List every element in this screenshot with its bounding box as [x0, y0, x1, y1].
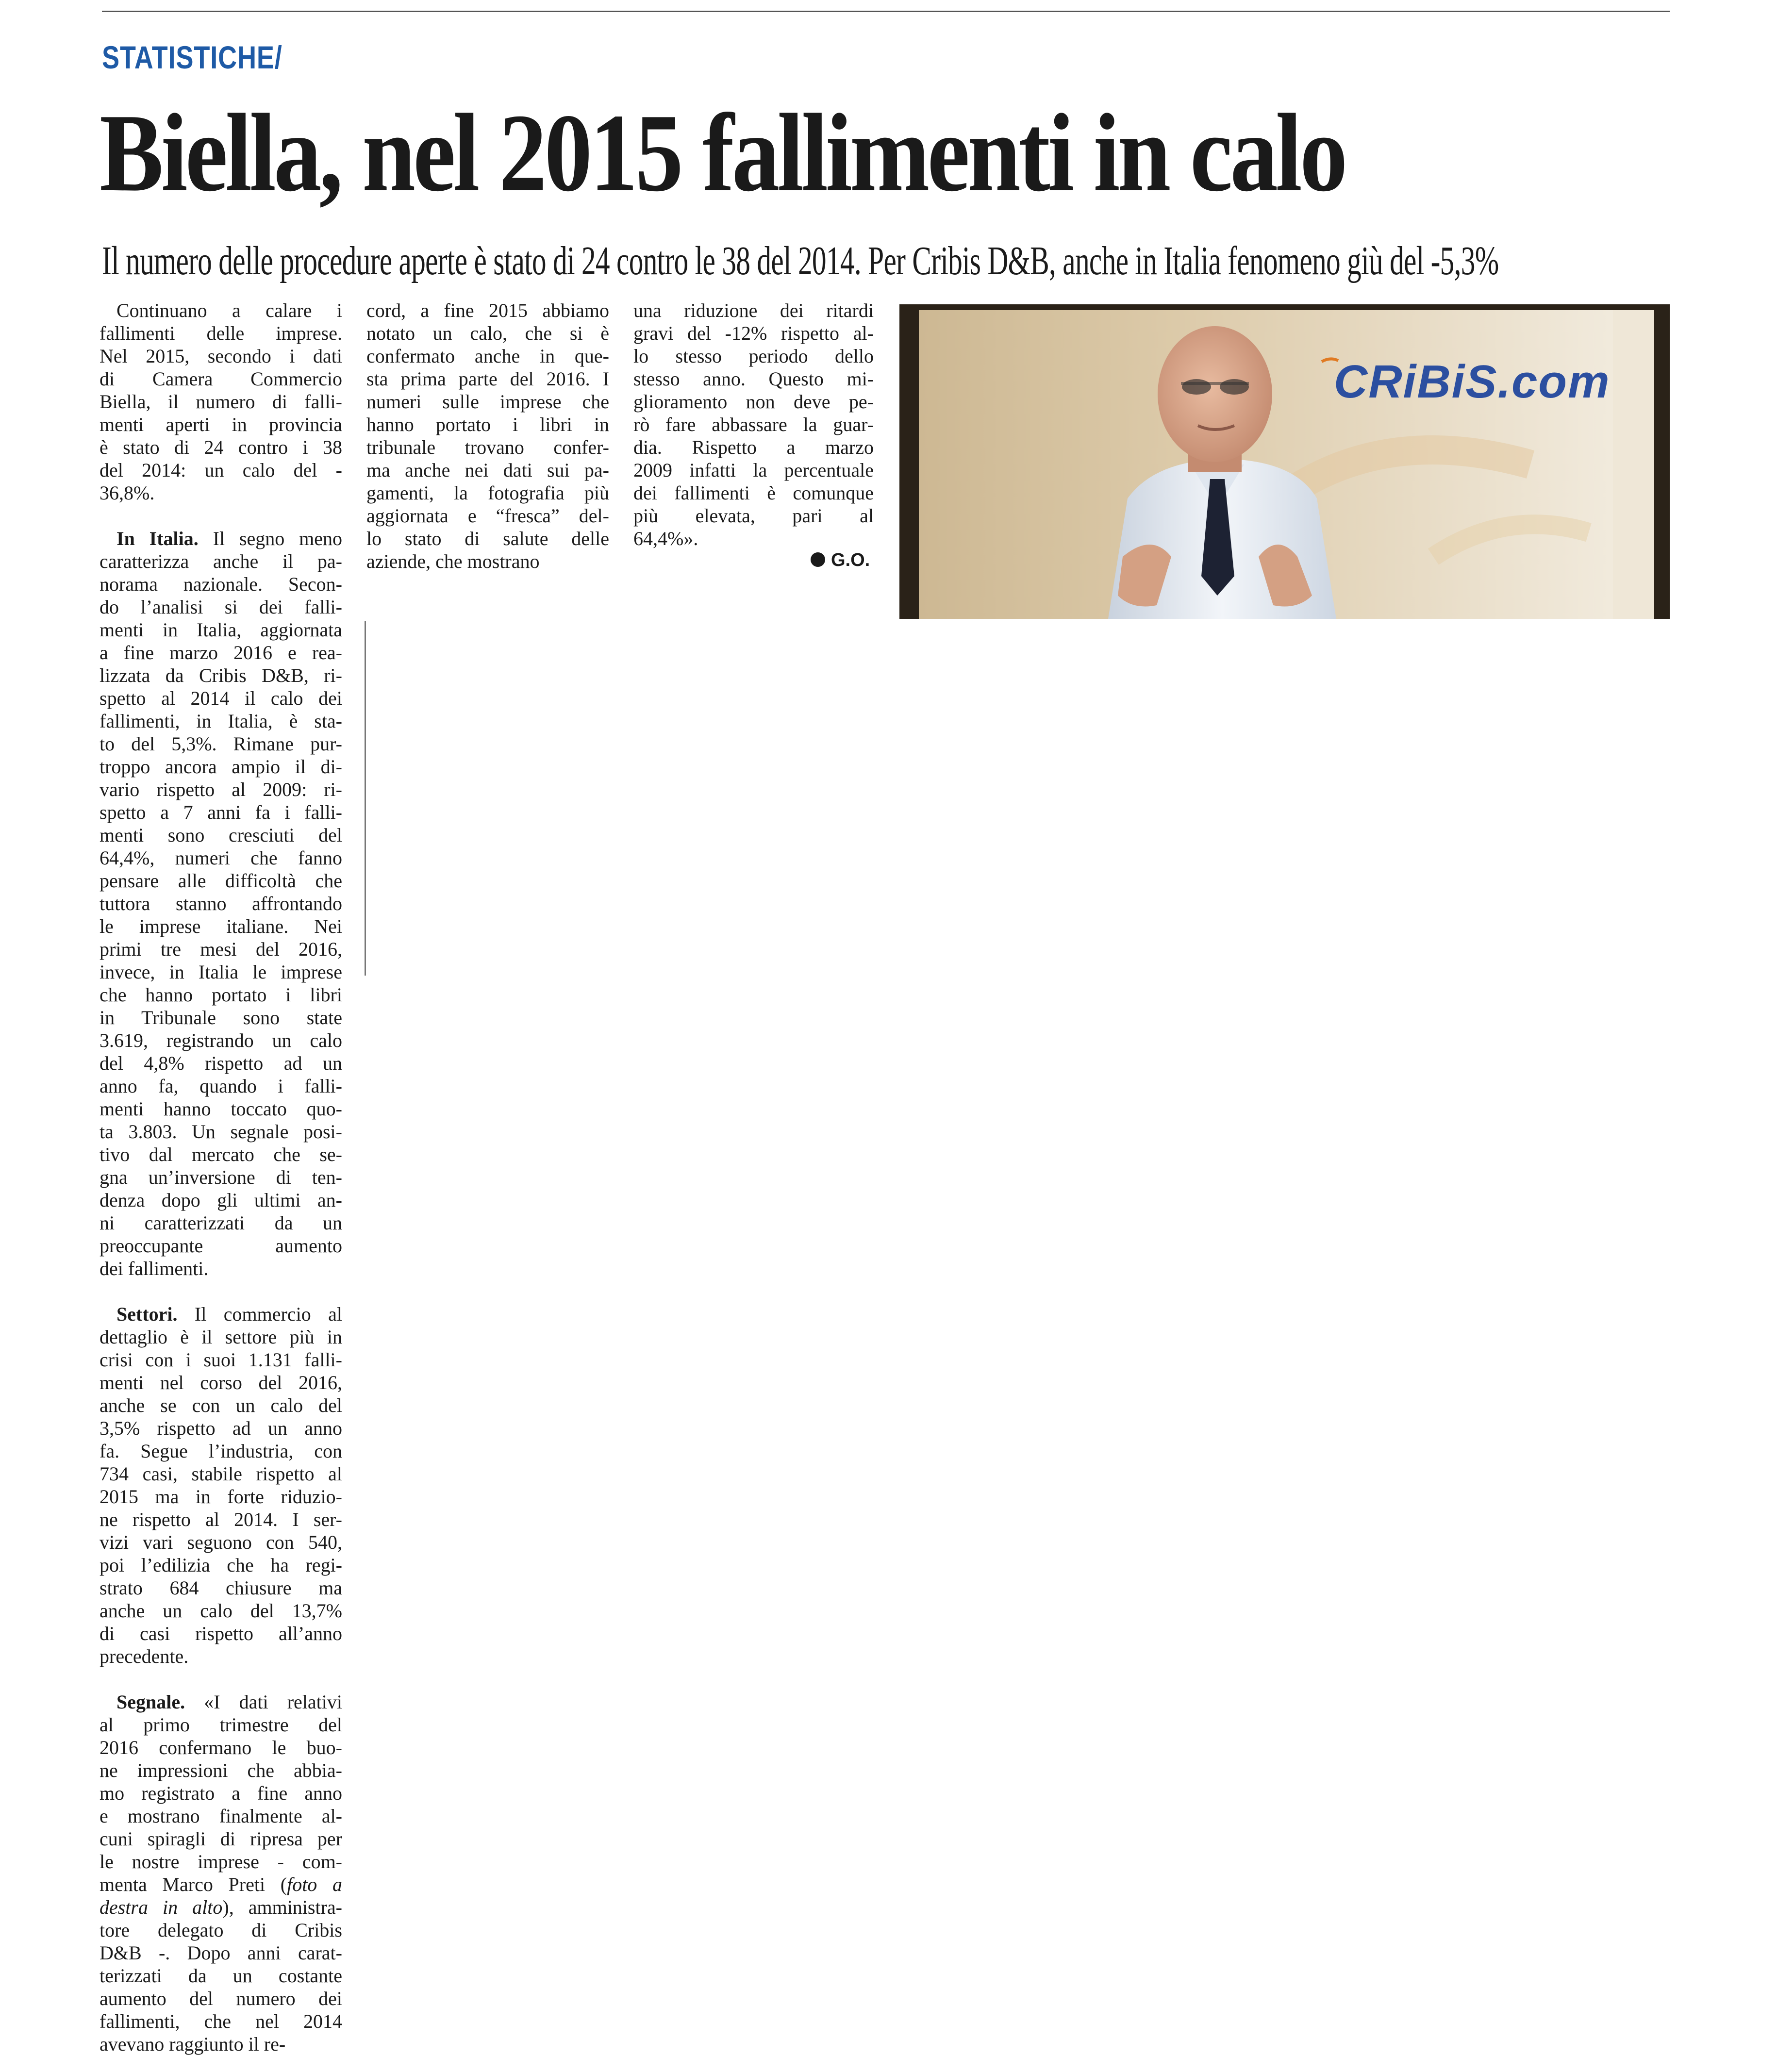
text-line: di Camera Commercio: [100, 368, 342, 390]
paragraph-lead: In Italia.: [116, 528, 199, 549]
article-photo: [899, 304, 1670, 619]
text-line: invece, in Italia le imprese: [100, 961, 342, 983]
text-line: le nostre imprese - com-: [100, 1851, 342, 1873]
text-line: 2016 confermano le buo-: [100, 1737, 342, 1758]
paragraph-gap: [100, 1668, 342, 1691]
article-column-2: [366, 299, 609, 573]
headline: Biella, nel 2015 fallimenti in calo: [100, 91, 1345, 215]
subheadline: Il numero delle procedure aperte è stato di 24 contro le 38 del 2014. Per Cribis D&B, anche in Italia fenomeno giù del -5,3%: [102, 238, 1499, 283]
text-line: del 4,8% rispetto ad un: [100, 1052, 342, 1074]
text-line: menti nel corso del 2016,: [100, 1372, 342, 1393]
text-line: al primo trimestre del: [100, 1714, 342, 1736]
text-line: poi l’edilizia che ha regi-: [100, 1554, 342, 1576]
text-line: 2015 ma in forte riduzio-: [100, 1486, 342, 1508]
text-line: dettaglio è il settore più in: [100, 1326, 342, 1348]
text-line: che hanno portato i libri: [100, 984, 342, 1006]
text-line: le imprese italiane. Nei: [100, 915, 342, 937]
text-line: 36,8%.: [100, 482, 155, 504]
text-line: confermato anche in que-: [366, 345, 609, 367]
text-line: tuttora stanno affrontando: [100, 893, 342, 914]
text-line: lo stesso periodo dello: [633, 345, 874, 367]
paragraph-lead: Settori.: [116, 1303, 178, 1325]
text-line: gravi del -12% rispetto al-: [633, 322, 874, 344]
article-column-1: [100, 299, 342, 2055]
text-line: ne rispetto al 2014. I ser-: [100, 1508, 342, 1530]
text-line: strato 684 chiusure ma: [100, 1577, 342, 1599]
text-line: precedente.: [100, 1645, 189, 1667]
text-line: 734 casi, stabile rispetto al: [100, 1463, 342, 1485]
text-line: troppo ancora ampio il di-: [100, 756, 342, 778]
text-line: aumento del numero dei: [100, 1988, 342, 2009]
text-line: lo stato di salute delle: [366, 528, 609, 549]
text-line: aziende, che mostrano: [366, 550, 540, 572]
text-line: dia. Rispetto a marzo: [633, 436, 874, 458]
text-line: 3,5% rispetto ad un anno: [100, 1417, 342, 1439]
text-line: Continuano a calare i: [116, 299, 342, 321]
text-line: stesso anno. Questo mi-: [633, 368, 874, 390]
text-line: in Tribunale sono state: [100, 1007, 342, 1028]
paragraph-gap: [100, 504, 342, 527]
text-line: crisi con i suoi 1.131 falli-: [100, 1349, 342, 1371]
text-line: menta Marco Preti (foto a: [100, 1873, 342, 1895]
text-line: terizzati da un costante: [100, 1965, 342, 1987]
column-divider: [365, 621, 366, 976]
text-line: ni caratterizzati da un: [100, 1212, 342, 1234]
top-rule: [102, 11, 1670, 12]
text-line: anno fa, quando i falli-: [100, 1075, 342, 1097]
text-line: D&B -. Dopo anni carat-: [100, 1942, 342, 1964]
text-line: 64,4%, numeri che fanno: [100, 847, 342, 869]
text-line: più elevata, pari al: [633, 505, 874, 527]
text-line: pensare alle difficoltà che: [100, 870, 342, 892]
text-line: numeri sulle imprese che: [366, 391, 609, 413]
section-kicker: STATISTICHE/: [102, 39, 282, 75]
text-line: anche un calo del 13,7%: [100, 1600, 342, 1622]
text-line: to del 5,3%. Rimane pur-: [100, 733, 342, 755]
photo-illustration: [899, 304, 1670, 619]
text-line: primi tre mesi del 2016,: [100, 938, 342, 960]
text-line: una riduzione dei ritardi: [633, 299, 874, 321]
bullet-icon: [811, 552, 825, 567]
text-line: menti hanno toccato quo-: [100, 1098, 342, 1120]
text-line: do l’analisi si dei falli-: [100, 596, 342, 618]
text-line: dei fallimenti è comunque: [633, 482, 874, 504]
text-line: Settori. Il commercio al: [116, 1303, 342, 1325]
text-line: preoccupante aumento: [100, 1235, 342, 1257]
text-line: ma anche nei dati sui pa-: [366, 459, 609, 481]
italic-text: foto a: [287, 1873, 342, 1895]
text-line: avevano raggiunto il re-: [100, 2033, 286, 2055]
text-line: di casi rispetto all’anno: [100, 1623, 342, 1644]
text-line: dei fallimenti.: [100, 1258, 209, 1279]
text-line: menti aperti in provincia: [100, 414, 342, 435]
text-line: fallimenti, che nel 2014: [100, 2010, 342, 2032]
byline-text: G.O.: [831, 550, 870, 570]
text-line: 3.619, registrando un calo: [100, 1029, 342, 1051]
text-line: tribunale trovano confer-: [366, 436, 609, 458]
text-line: e mostrano finalmente al-: [100, 1805, 342, 1827]
text-line: notato un calo, che si è: [366, 322, 609, 344]
text-line: tivo dal mercato che se-: [100, 1144, 342, 1165]
text-line: fallimenti, in Italia, è sta-: [100, 710, 342, 732]
text-line: destra in alto), amministra-: [100, 1896, 342, 1918]
text-line: Nel 2015, secondo i dati: [100, 345, 342, 367]
text-line: norama nazionale. Secon-: [100, 573, 342, 595]
text-line: fallimenti delle imprese.: [100, 322, 342, 344]
text-line: Biella, il numero di falli-: [100, 391, 342, 413]
text-line: tore delegato di Cribis: [100, 1919, 342, 1941]
article-column-3: [633, 299, 874, 550]
text-line: spetto al 2014 il calo dei: [100, 687, 342, 709]
text-line: In Italia. Il segno meno: [116, 528, 342, 549]
text-line: cord, a fine 2015 abbiamo: [366, 299, 609, 321]
text-line: menti in Italia, aggiornata: [100, 619, 342, 641]
text-line: menti sono cresciuti del: [100, 824, 342, 846]
text-line: a fine marzo 2016 e rea-: [100, 642, 342, 663]
text-line: hanno portato i libri in: [366, 414, 609, 435]
text-line: 64,4%».: [633, 528, 698, 549]
text-line: gna un’inversione di ten-: [100, 1166, 342, 1188]
text-line: vizi vari seguono con 540,: [100, 1531, 342, 1553]
text-line: denza dopo gli ultimi an-: [100, 1189, 342, 1211]
text-line: fa. Segue l’industria, con: [100, 1440, 342, 1462]
text-line: lizzata da Cribis D&B, ri-: [100, 664, 342, 686]
text-line: sta prima parte del 2016. I: [366, 368, 609, 390]
text-line: anche se con un calo del: [100, 1394, 342, 1416]
text-line: gamenti, la fotografia più: [366, 482, 609, 504]
italic-text: destra in alto: [100, 1896, 223, 1918]
text-line: cuni spiragli di ripresa per: [100, 1828, 342, 1850]
text-line: è stato di 24 contro i 38: [100, 436, 342, 458]
text-line: spetto a 7 anni fa i falli-: [100, 801, 342, 823]
text-line: caratterizza anche il pa-: [100, 550, 342, 572]
cribis-logo: [1322, 356, 1610, 408]
text-line: ne impressioni che abbia-: [100, 1759, 342, 1781]
text-line: del 2014: un calo del -: [100, 459, 342, 481]
text-line: rò fare abbassare la guar-: [633, 414, 874, 435]
text-line: ta 3.803. Un segnale posi-: [100, 1121, 342, 1143]
text-line: Segnale. «I dati relativi: [116, 1691, 342, 1713]
text-line: aggiornata e “fresca” del-: [366, 505, 609, 527]
text-line: vario rispetto al 2009: ri-: [100, 779, 342, 800]
paragraph-lead: Segnale.: [116, 1691, 185, 1713]
byline: [811, 549, 870, 571]
face: [1158, 326, 1272, 462]
text-line: mo registrato a fine anno: [100, 1782, 342, 1804]
text-line: glioramento non deve pe-: [633, 391, 874, 413]
paragraph-gap: [100, 1280, 342, 1303]
text-line: 2009 infatti la percentuale: [633, 459, 874, 481]
svg-text:CRiBiS.com: CRiBiS.com: [1334, 356, 1611, 408]
